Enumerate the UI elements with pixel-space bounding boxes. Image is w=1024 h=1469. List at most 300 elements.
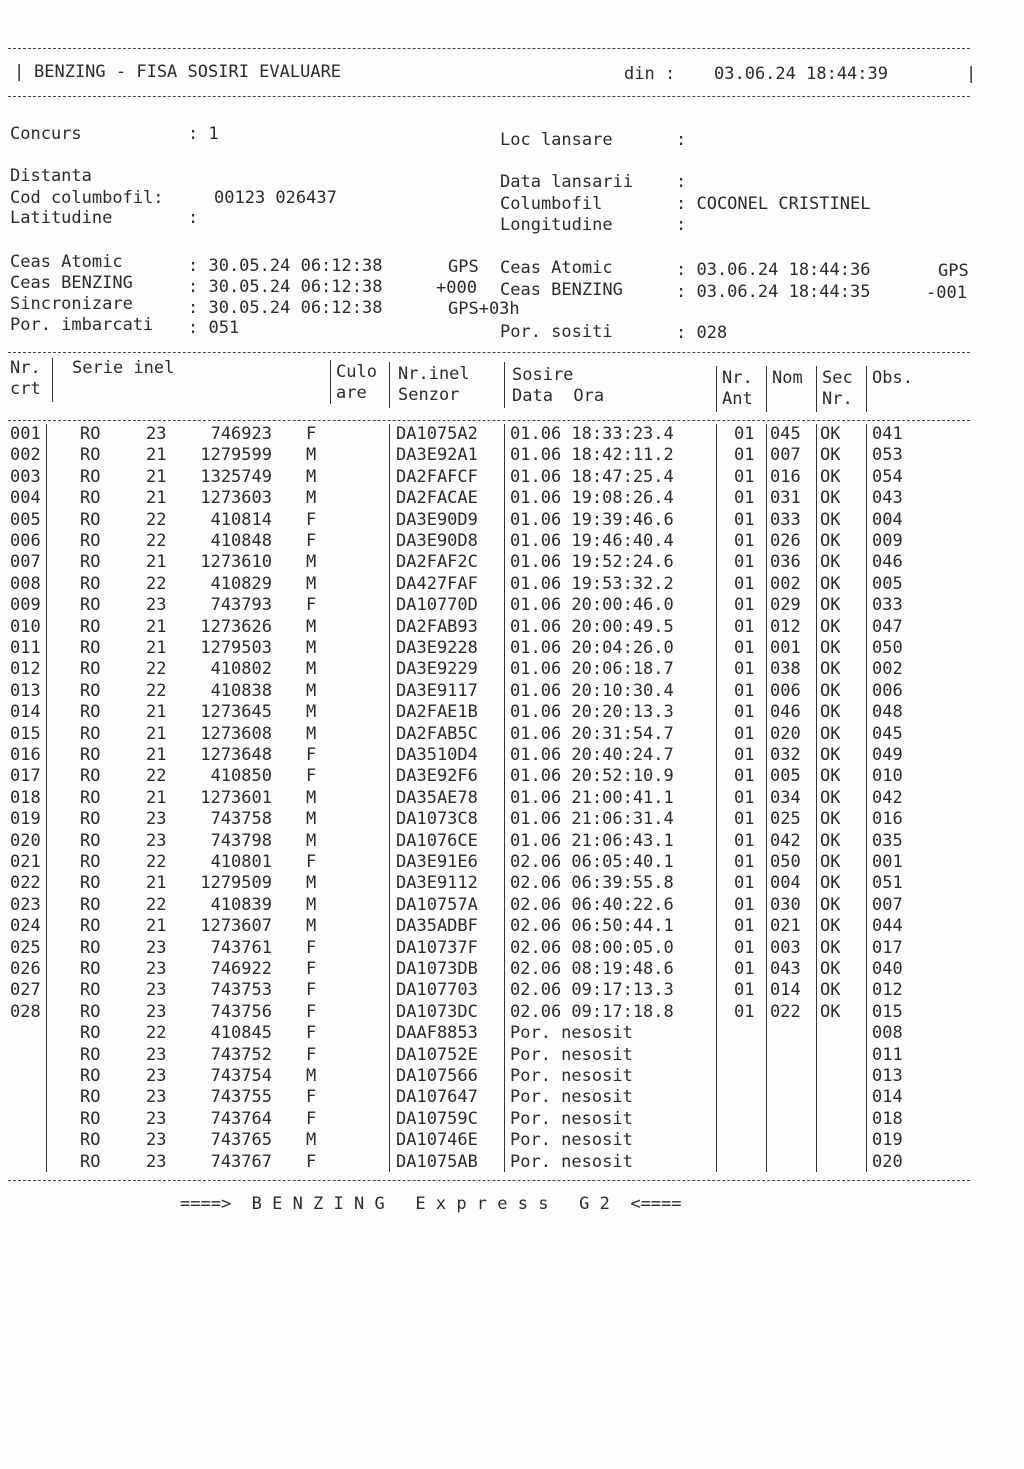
cell-sec: OK — [820, 980, 841, 1001]
cell-sex: M — [306, 680, 317, 701]
cell-tara: RO — [80, 488, 101, 509]
cell-nr: 008 — [10, 573, 41, 594]
cell-tara: RO — [80, 894, 101, 915]
cell-sec: OK — [820, 959, 841, 979]
cell-obs: 054 — [872, 466, 903, 487]
cell-tara: RO — [80, 1151, 101, 1172]
longitudine-value: : — [676, 215, 687, 235]
cell-senzor: DA10752E — [396, 1044, 478, 1065]
cell-tara: RO — [80, 1023, 101, 1044]
header-left-bar: | — [14, 62, 25, 82]
cell-sosire: 01.06 18:33:23.4 — [510, 424, 674, 444]
cell-sec: OK — [820, 723, 841, 744]
cell-sex: M — [306, 809, 317, 830]
cell-ant: 01 — [734, 873, 755, 894]
cell-sex: M — [306, 659, 317, 680]
cell-an: 22 — [146, 894, 167, 915]
cell-nom: 021 — [770, 916, 801, 937]
cell-tara: RO — [80, 980, 101, 1001]
cell-sosire: 01.06 20:52:10.9 — [510, 766, 674, 787]
cell-sec: OK — [820, 616, 841, 637]
cell-nom: 045 — [770, 424, 801, 444]
cell-sosire: 01.06 21:00:41.1 — [510, 787, 674, 808]
cell-sosire: 02.06 09:17:13.3 — [510, 980, 674, 1001]
cell-an: 23 — [146, 1044, 167, 1065]
top-rule — [8, 48, 970, 49]
cell-sosire: 01.06 20:04:26.0 — [510, 638, 674, 658]
cell-an: 22 — [146, 531, 167, 551]
cell-sex: M — [306, 702, 317, 723]
cell-sec: OK — [820, 937, 841, 958]
por-imbarcati-label: Por. imbarcati — [10, 315, 154, 335]
cell-obs: 011 — [872, 1044, 903, 1065]
cell-senzor: DA1075AB — [396, 1151, 478, 1172]
cell-tara: RO — [80, 1108, 101, 1129]
cell-tara: RO — [80, 873, 101, 894]
cell-sex: M — [306, 466, 317, 487]
cell-inel: 410848 — [210, 531, 272, 551]
cell-sex: F — [306, 1108, 317, 1129]
cell-nom: 046 — [770, 702, 801, 723]
clock-left-suffix: +000 — [436, 278, 477, 298]
cell-an: 23 — [146, 980, 167, 1001]
cell-nr: 027 — [10, 980, 41, 1001]
concurs-value: : 1 — [188, 124, 219, 144]
cell-ant: 01 — [734, 745, 755, 765]
cell-obs: 051 — [872, 873, 903, 894]
cell-inel: 743761 — [210, 937, 272, 958]
cell-sex: F — [306, 1044, 317, 1065]
cell-ant: 01 — [734, 424, 755, 444]
col-separator — [389, 362, 390, 408]
cell-ant: 01 — [734, 509, 755, 530]
cell-sec: OK — [820, 852, 841, 872]
longitudine-label: Longitudine — [500, 215, 613, 235]
cell-ant: 01 — [734, 980, 755, 1001]
cell-sex: M — [306, 616, 317, 637]
cell-nom: 026 — [770, 531, 801, 551]
cell-senzor: DA107703 — [396, 980, 478, 1001]
cell-sec: OK — [820, 595, 841, 616]
cell-sosire: 02.06 08:19:48.6 — [510, 959, 674, 979]
cell-an: 22 — [146, 573, 167, 594]
cell-obs: 017 — [872, 937, 903, 958]
cell-an: 22 — [146, 852, 167, 872]
columbofil-label: Columbofil — [500, 194, 603, 214]
cell-nom: 034 — [770, 787, 801, 808]
cell-tara: RO — [80, 1087, 101, 1108]
cell-sex: M — [306, 638, 317, 658]
cell-nr: 017 — [10, 766, 41, 787]
col-separator — [816, 424, 817, 1172]
cell-nom: 006 — [770, 680, 801, 701]
cell-nr: 013 — [10, 680, 41, 701]
cell-nr: 004 — [10, 488, 41, 509]
clock-right-suffix: -001 — [926, 283, 967, 303]
cell-ant: 01 — [734, 937, 755, 958]
cell-inel: 410829 — [210, 573, 272, 594]
cell-nom: 025 — [770, 809, 801, 830]
cell-sosire: 01.06 18:47:25.4 — [510, 466, 674, 487]
latitudine-label: Latitudine — [10, 208, 113, 228]
cell-ant: 01 — [734, 445, 755, 466]
cell-an: 22 — [146, 1023, 167, 1044]
cell-nom: 012 — [770, 616, 801, 637]
col-separator — [52, 358, 53, 402]
cell-nr: 021 — [10, 852, 41, 872]
cell-senzor: DA3E9112 — [396, 873, 478, 894]
cell-nr: 003 — [10, 466, 41, 487]
cell-sex: F — [306, 1001, 317, 1022]
cell-sex: F — [306, 766, 317, 787]
cell-inel: 743752 — [210, 1044, 272, 1065]
cell-an: 23 — [146, 1130, 167, 1151]
cell-sosire: Por. nesosit — [510, 1066, 633, 1086]
cell-tara: RO — [80, 552, 101, 573]
cell-inel: 1273610 — [200, 552, 272, 573]
cell-senzor: DA10746E — [396, 1130, 478, 1151]
clock-left-value: : 30.05.24 06:12:38 — [188, 256, 383, 276]
cell-sosire: 01.06 19:52:24.6 — [510, 552, 674, 573]
cell-sosire: 02.06 06:50:44.1 — [510, 916, 674, 937]
cell-tara: RO — [80, 616, 101, 637]
cell-obs: 002 — [872, 659, 903, 680]
cell-sec: OK — [820, 445, 841, 466]
cell-nom: 030 — [770, 894, 801, 915]
cell-sec: OK — [820, 873, 841, 894]
cell-sex: F — [306, 745, 317, 765]
cell-obs: 050 — [872, 638, 903, 658]
cell-nr: 026 — [10, 959, 41, 979]
cell-tara: RO — [80, 702, 101, 723]
cell-ant: 01 — [734, 916, 755, 937]
cell-an: 23 — [146, 959, 167, 979]
cell-inel: 1279509 — [200, 873, 272, 894]
cell-sex: F — [306, 959, 317, 979]
cell-nr: 002 — [10, 445, 41, 466]
cell-senzor: DA1073C8 — [396, 809, 478, 830]
cell-an: 21 — [146, 445, 167, 466]
cell-inel: 743767 — [210, 1151, 272, 1172]
cell-nr: 014 — [10, 702, 41, 723]
cell-sex: M — [306, 787, 317, 808]
col-separator — [716, 366, 717, 412]
cell-an: 21 — [146, 616, 167, 637]
cell-inel: 743764 — [210, 1108, 272, 1129]
cell-ant: 01 — [734, 573, 755, 594]
cell-nr: 015 — [10, 723, 41, 744]
cell-tara: RO — [80, 937, 101, 958]
cell-an: 23 — [146, 937, 167, 958]
cell-sosire: Por. nesosit — [510, 1087, 633, 1108]
cell-obs: 001 — [872, 852, 903, 872]
cell-an: 21 — [146, 702, 167, 723]
cell-tara: RO — [80, 1001, 101, 1022]
cell-tara: RO — [80, 1130, 101, 1151]
cell-senzor: DA3E9229 — [396, 659, 478, 680]
col-header-nr-crt: Nr. crt — [10, 358, 41, 399]
cell-tara: RO — [80, 509, 101, 530]
cell-an: 22 — [146, 766, 167, 787]
cell-sosire: 02.06 08:00:05.0 — [510, 937, 674, 958]
cell-nom: 003 — [770, 937, 801, 958]
cell-sex: F — [306, 1151, 317, 1172]
cell-tara: RO — [80, 424, 101, 444]
col-separator — [716, 424, 717, 1172]
cell-sec: OK — [820, 894, 841, 915]
cell-senzor: DA10737F — [396, 937, 478, 958]
cell-inel: 746922 — [210, 959, 272, 979]
cell-senzor: DA427FAF — [396, 573, 478, 594]
cell-sosire: Por. nesosit — [510, 1130, 633, 1151]
col-separator — [766, 366, 767, 412]
por-imbarcati-value: : 051 — [188, 318, 240, 338]
cell-nom: 032 — [770, 745, 801, 765]
cell-nr: 001 — [10, 424, 41, 444]
cell-ant: 01 — [734, 531, 755, 551]
cell-nom: 029 — [770, 595, 801, 616]
cell-tara: RO — [80, 531, 101, 551]
col-separator — [866, 366, 867, 412]
cell-inel: 1273645 — [200, 702, 272, 723]
cell-an: 21 — [146, 466, 167, 487]
cell-sex: M — [306, 552, 317, 573]
col-separator — [504, 362, 505, 408]
cell-ant: 01 — [734, 638, 755, 658]
header-right-bar: | — [966, 64, 977, 84]
cell-inel: 743753 — [210, 980, 272, 1001]
cell-nom: 014 — [770, 980, 801, 1001]
cell-tara: RO — [80, 680, 101, 701]
report-title: BENZING - FISA SOSIRI EVALUARE — [34, 62, 342, 82]
cell-tara: RO — [80, 723, 101, 744]
cell-senzor: DA35AE78 — [396, 787, 478, 808]
clock-left-label: Ceas BENZING — [10, 273, 133, 293]
cell-tara: RO — [80, 638, 101, 658]
cell-nom: 001 — [770, 638, 801, 658]
cell-an: 23 — [146, 1108, 167, 1129]
cell-senzor: DA3E92F6 — [396, 766, 478, 787]
col-header-serie-inel: Serie inel — [72, 358, 175, 378]
cell-inel: 743758 — [210, 809, 272, 830]
cell-an: 21 — [146, 488, 167, 509]
cell-senzor: DA3E90D9 — [396, 509, 478, 530]
cell-sec: OK — [820, 1001, 841, 1022]
cell-an: 22 — [146, 680, 167, 701]
cell-senzor: DA2FAB5C — [396, 723, 478, 744]
cell-nr: 018 — [10, 787, 41, 808]
clock-left-value: : 30.05.24 06:12:38 — [188, 277, 383, 297]
cell-tara: RO — [80, 466, 101, 487]
header-bottom-rule — [8, 96, 970, 97]
cell-obs: 009 — [872, 531, 903, 551]
clock-right-label: Ceas BENZING — [500, 280, 623, 300]
cell-inel: 410839 — [210, 894, 272, 915]
cell-sec: OK — [820, 488, 841, 509]
cell-inel: 1273608 — [200, 723, 272, 744]
cell-nom: 031 — [770, 488, 801, 509]
cell-sex: M — [306, 830, 317, 851]
cod-columbofil-value: 00123 026437 — [214, 188, 337, 208]
cell-senzor: DA3E92A1 — [396, 445, 478, 466]
cell-tara: RO — [80, 787, 101, 808]
cell-sosire: 01.06 20:20:13.3 — [510, 702, 674, 723]
cell-nom: 016 — [770, 466, 801, 487]
cell-nom: 002 — [770, 573, 801, 594]
cell-sosire: 01.06 18:42:11.2 — [510, 445, 674, 466]
cell-obs: 033 — [872, 595, 903, 616]
cell-sex: M — [306, 873, 317, 894]
cell-senzor: DA2FAF2C — [396, 552, 478, 573]
col-separator — [816, 366, 817, 412]
col-separator — [504, 424, 505, 1172]
cell-inel: 1273648 — [200, 745, 272, 765]
cell-obs: 018 — [872, 1108, 903, 1129]
cell-an: 23 — [146, 809, 167, 830]
cell-ant: 01 — [734, 680, 755, 701]
cell-ant: 01 — [734, 852, 755, 872]
cell-nom: 007 — [770, 445, 801, 466]
cell-sex: M — [306, 916, 317, 937]
cell-senzor: DA2FAB93 — [396, 616, 478, 637]
cell-obs: 015 — [872, 1001, 903, 1022]
cell-sec: OK — [820, 659, 841, 680]
cell-senzor: DA3E9228 — [396, 638, 478, 658]
por-sositi-value: : 028 — [676, 323, 728, 343]
cell-tara: RO — [80, 916, 101, 937]
cell-sex: F — [306, 424, 317, 444]
cell-an: 21 — [146, 552, 167, 573]
cell-obs: 041 — [872, 424, 903, 444]
cell-an: 22 — [146, 509, 167, 530]
cell-ant: 01 — [734, 723, 755, 744]
cell-inel: 743754 — [210, 1066, 272, 1086]
clock-left-label: Ceas Atomic — [10, 252, 123, 272]
cell-an: 21 — [146, 638, 167, 658]
cell-nom: 020 — [770, 723, 801, 744]
cell-an: 23 — [146, 424, 167, 444]
cell-nom: 022 — [770, 1001, 801, 1022]
cell-ant: 01 — [734, 830, 755, 851]
cell-senzor: DA1075A2 — [396, 424, 478, 444]
cell-sosire: Por. nesosit — [510, 1023, 633, 1044]
cell-nr: 011 — [10, 638, 41, 658]
cell-senzor: DA2FAE1B — [396, 702, 478, 723]
cell-sec: OK — [820, 787, 841, 808]
cell-tara: RO — [80, 1066, 101, 1086]
cell-sex: F — [306, 595, 317, 616]
cell-sec: OK — [820, 745, 841, 765]
cell-sosire: 01.06 20:00:49.5 — [510, 616, 674, 637]
cell-sec: OK — [820, 531, 841, 551]
cell-sec: OK — [820, 830, 841, 851]
cell-ant: 01 — [734, 552, 755, 573]
cell-sosire: Por. nesosit — [510, 1108, 633, 1129]
col-header-sec-nr: Sec Nr. — [822, 368, 853, 409]
cell-sosire: 01.06 21:06:43.1 — [510, 830, 674, 851]
cell-sosire: Por. nesosit — [510, 1151, 633, 1172]
cell-senzor: DA1076CE — [396, 830, 478, 851]
cell-obs: 045 — [872, 723, 903, 744]
cell-nom: 050 — [770, 852, 801, 872]
cell-nom: 043 — [770, 959, 801, 979]
cell-obs: 046 — [872, 552, 903, 573]
cell-tara: RO — [80, 959, 101, 979]
cell-senzor: DA107647 — [396, 1087, 478, 1108]
cell-sec: OK — [820, 638, 841, 658]
cell-sex: F — [306, 531, 317, 551]
cod-columbofil-label: Cod columbofil: — [10, 188, 164, 208]
cell-sex: M — [306, 573, 317, 594]
cell-senzor: DA10770D — [396, 595, 478, 616]
data-lansarii-value: : — [676, 172, 687, 192]
cell-tara: RO — [80, 830, 101, 851]
cell-obs: 019 — [872, 1130, 903, 1151]
cell-senzor: DA10759C — [396, 1108, 478, 1129]
cell-nr: 007 — [10, 552, 41, 573]
clock-left-label: Sincronizare — [10, 294, 133, 314]
cell-obs: 040 — [872, 959, 903, 979]
cell-an: 23 — [146, 1001, 167, 1022]
cell-sec: OK — [820, 766, 841, 787]
cell-an: 23 — [146, 1066, 167, 1086]
cell-sosire: 01.06 19:46:40.4 — [510, 531, 674, 551]
cell-inel: 1325749 — [200, 466, 272, 487]
data-lansarii-label: Data lansarii — [500, 172, 634, 192]
cell-inel: 1273626 — [200, 616, 272, 637]
col-separator — [330, 360, 331, 404]
cell-tara: RO — [80, 573, 101, 594]
cell-an: 23 — [146, 1151, 167, 1172]
cell-nr: 020 — [10, 830, 41, 851]
cell-sosire: 02.06 06:39:55.8 — [510, 873, 674, 894]
cell-senzor: DA35ADBF — [396, 916, 478, 937]
col-header-nom: Nom — [772, 368, 803, 388]
cell-an: 21 — [146, 787, 167, 808]
cell-tara: RO — [80, 1044, 101, 1065]
cell-sex: M — [306, 894, 317, 915]
clock-right-suffix: GPS — [938, 261, 969, 281]
cell-sosire: 01.06 20:40:24.7 — [510, 745, 674, 765]
cell-ant: 01 — [734, 466, 755, 487]
cell-ant: 01 — [734, 1001, 755, 1022]
cell-nr: 025 — [10, 937, 41, 958]
cell-sex: F — [306, 1087, 317, 1108]
cell-senzor: DA2FACAE — [396, 488, 478, 509]
cell-obs: 043 — [872, 488, 903, 509]
cell-sex: M — [306, 445, 317, 466]
clock-left-suffix: GPS+03h — [448, 299, 520, 319]
cell-nom: 038 — [770, 659, 801, 680]
cell-sec: OK — [820, 552, 841, 573]
clock-right-value: : 03.06.24 18:44:36 — [676, 260, 871, 280]
cell-ant: 01 — [734, 959, 755, 979]
cell-nr: 022 — [10, 873, 41, 894]
cell-obs: 012 — [872, 980, 903, 1001]
clock-left-value: : 30.05.24 06:12:38 — [188, 298, 383, 318]
concurs-label: Concurs — [10, 124, 82, 144]
cell-nr: 024 — [10, 916, 41, 937]
cell-sex: M — [306, 1130, 317, 1151]
cell-nom: 042 — [770, 830, 801, 851]
report-datetime: 03.06.24 18:44:39 — [714, 64, 888, 84]
cell-senzor: DA3510D4 — [396, 745, 478, 765]
col-separator — [389, 424, 390, 1172]
loc-lansare-value: : — [676, 130, 687, 150]
cell-senzor: DA2FAFCF — [396, 466, 478, 487]
cell-an: 21 — [146, 873, 167, 894]
cell-inel: 1279599 — [200, 445, 272, 466]
